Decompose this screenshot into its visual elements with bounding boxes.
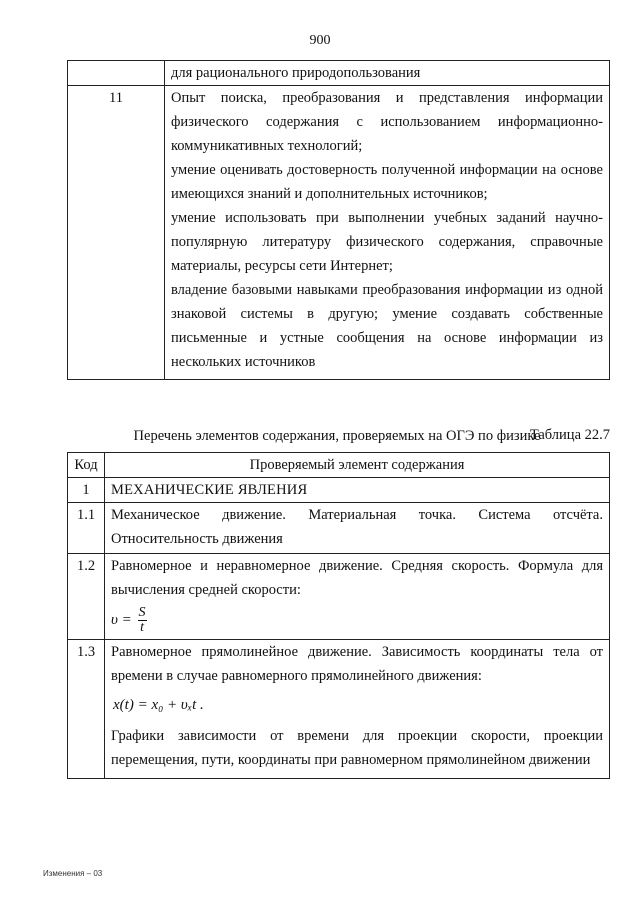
paragraph: для рационального природопользования xyxy=(171,65,421,81)
paragraph: умение оценивать достоверность полученной информации на основе имеющихся знаний и дополнительных источников; xyxy=(171,162,603,202)
formula-lhs: υ = xyxy=(111,611,132,628)
paragraph: Равномерное и неравномерное движение. Средняя скорость. Формула для вычисления средней скорости: xyxy=(111,558,603,598)
average-speed-formula xyxy=(111,606,603,635)
row-code: 1.2 xyxy=(68,554,105,640)
formula-denominator: t xyxy=(140,620,144,635)
row-text: Механическое движение. Материальная точка. Система отсчёта. Относительность движения xyxy=(105,503,610,554)
row-code: 1.3 xyxy=(68,640,105,779)
header-element: Проверяемый элемент содержания xyxy=(105,453,610,478)
formula-numerator: S xyxy=(138,605,146,620)
paragraph: Равномерное прямолинейное движение. Зависимость координаты тела от времени в случае равномерного прямолинейного движения: xyxy=(111,644,603,684)
formula-fraction xyxy=(138,606,147,635)
row-code: 1 xyxy=(68,478,105,503)
table-header-row xyxy=(68,453,610,478)
table-row xyxy=(68,86,610,380)
table-row xyxy=(68,61,610,86)
table-row xyxy=(68,478,610,503)
row-text xyxy=(105,554,610,640)
row-text xyxy=(165,61,610,86)
paragraph: умение использовать при выполнении учебных заданий научно-популярную литературу физического содержания, справочные материалы, ресурсы сети Интернет; xyxy=(171,210,603,274)
header-code: Код xyxy=(68,453,105,478)
row-code: 1.1 xyxy=(68,503,105,554)
content-elements-table xyxy=(67,452,610,779)
coordinate-formula: x(t) = x₀ + υₓt . xyxy=(113,697,204,713)
row-number: 11 xyxy=(68,86,165,380)
table-row xyxy=(68,640,610,779)
row-text: МЕХАНИЧЕСКИЕ ЯВЛЕНИЯ xyxy=(105,478,610,503)
table-row xyxy=(68,503,610,554)
row-number xyxy=(68,61,165,86)
competencies-table xyxy=(67,60,610,380)
table-row xyxy=(68,554,610,640)
row-text xyxy=(165,86,610,380)
paragraph: Графики зависимости от времени для проекции скорости, проекции перемещения, пути, координаты при равномерном прямолинейном движении xyxy=(111,728,603,768)
row-text xyxy=(105,640,610,779)
page-number: 900 xyxy=(309,33,331,48)
footer-note: Изменения – 03 xyxy=(43,869,103,878)
paragraph: владение базовыми навыками преобразования информации из одной знаковой системы в другую; умение создавать собственные письменные и устные сообщения на основе информации из нескольких источников xyxy=(171,282,603,370)
table-caption: Перечень элементов содержания, проверяемых на ОГЭ по физике xyxy=(133,428,541,444)
table-label: Таблица 22.7 xyxy=(529,427,610,443)
paragraph: Опыт поиска, преобразования и представления информации физического содержания с использованием информационно-коммуникативных технологий; xyxy=(171,90,603,154)
